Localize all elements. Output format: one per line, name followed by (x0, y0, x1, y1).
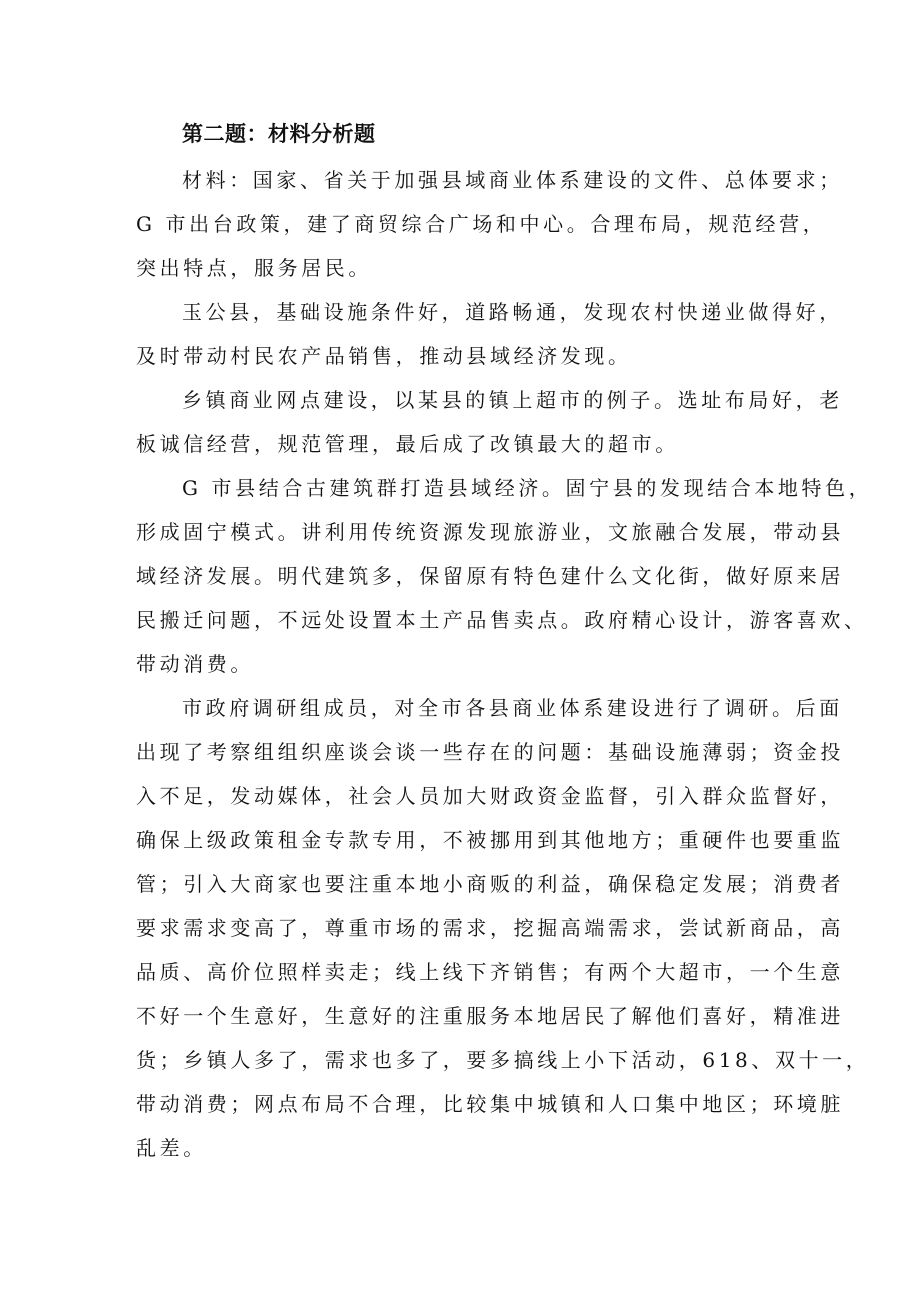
text-line: 确保上级政策租金专款专用，不被挪用到其他地方；重硬件也要重监 (136, 828, 844, 852)
text-line: 乡镇商业网点建设，以某县的镇上超市的例子。选址布局好，老 (182, 388, 843, 412)
text-line: 材料：国家、省关于加强县域商业体系建设的文件、总体要求； (182, 168, 843, 192)
text-line: G 市县结合古建筑群打造县域经济。固宁县的发现结合本地特色， (182, 476, 873, 500)
text-line: 管；引入大商家也要注重本地小商贩的利益，确保稳定发展；消费者 (136, 872, 844, 896)
text-line: 入不足，发动媒体，社会人员加大财政资金监督，引入群众监督好， (136, 784, 844, 808)
text-line: 民搬迁问题，不远处设置本土产品售卖点。政府精心设计，游客喜欢、 (136, 608, 868, 632)
text-line: 突出特点，服务居民。 (136, 256, 372, 280)
text-line: 货；乡镇人多了，需求也多了，要多搞线上小下活动，618、双十一， (136, 1048, 870, 1072)
text-line: 板诚信经营，规范管理，最后成了改镇最大的超市。 (136, 432, 679, 456)
text-line: 玉公县，基础设施条件好，道路畅通，发现农村快递业做得好， (182, 300, 843, 324)
text-line: 带动消费。 (136, 652, 254, 676)
text-line: 形成固宁模式。讲利用传统资源发现旅游业，文旅融合发展，带动县 (136, 520, 844, 544)
text-line: 市政府调研组成员，对全市各县商业体系建设进行了调研。后面 (182, 696, 843, 720)
text-line: 品质、高价位照样卖走；线上线下齐销售；有两个大超市，一个生意 (136, 960, 844, 984)
text-line: 及时带动村民农产品销售，推动县域经济发现。 (136, 344, 632, 368)
text-line: 不好一个生意好，生意好的注重服务本地居民了解他们喜好，精准进 (136, 1004, 844, 1028)
text-line: 要求需求变高了，尊重市场的需求，挖掘高端需求，尝试新商品，高 (136, 916, 844, 940)
text-line: 带动消费；网点布局不合理，比较集中城镇和人口集中地区；环境脏 (136, 1092, 844, 1116)
text-line: 乱差。 (136, 1136, 207, 1160)
text-line: G 市出台政策，建了商贸综合广场和中心。合理布局，规范经营， (136, 212, 827, 236)
text-line: 域经济发展。明代建筑多，保留原有特色建什么文化街，做好原来居 (136, 564, 844, 588)
section-heading: 第二题：材料分析题 (182, 122, 376, 146)
text-line: 出现了考察组组织座谈会谈一些存在的问题：基础设施薄弱；资金投 (136, 740, 844, 764)
